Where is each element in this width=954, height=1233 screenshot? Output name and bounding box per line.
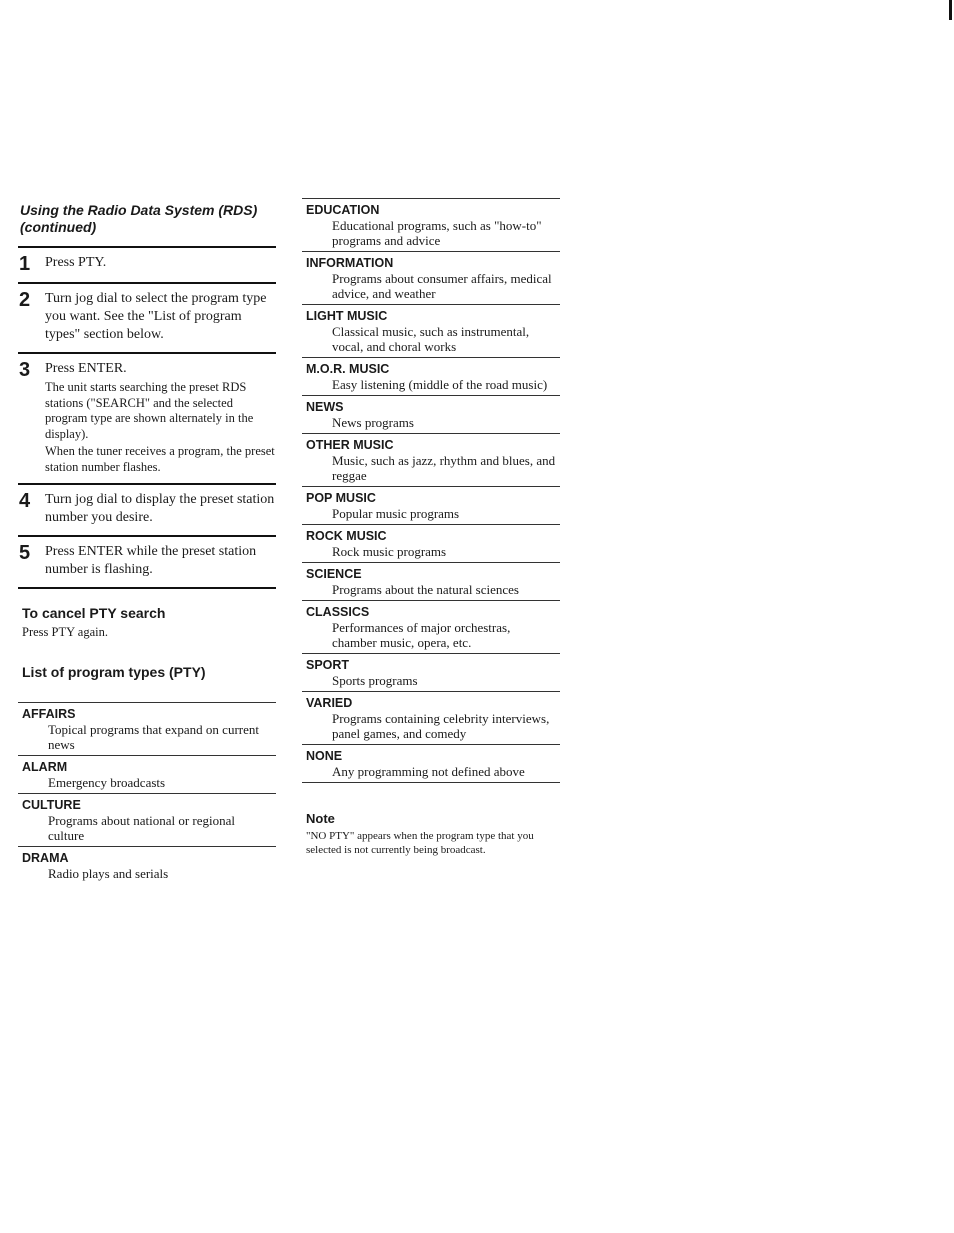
pty-name: INFORMATION: [306, 256, 394, 270]
pty-description: Topical programs that expand on current news: [48, 722, 259, 752]
pty-name: ALARM: [22, 760, 68, 774]
cancel-heading: To cancel PTY search: [22, 605, 166, 621]
pty-entry: [302, 305, 560, 357]
step-number: 2: [19, 289, 31, 311]
step-note: When the tuner receives a program, the preset station number flashes.: [45, 444, 275, 474]
pty-name: CULTURE: [22, 798, 81, 812]
pty-description: Programs about national or regional culture: [48, 813, 236, 843]
step-5: [18, 537, 276, 587]
pty-description: Rock music programs: [332, 544, 447, 559]
pty-name: CLASSICS: [306, 605, 370, 619]
step-4: [18, 485, 276, 535]
pty-entry: [302, 563, 560, 600]
step-number: 4: [19, 490, 31, 512]
pty-name: POP MUSIC: [306, 491, 376, 505]
pty-entry: [18, 703, 276, 755]
cancel-text: Press PTY again.: [22, 625, 108, 639]
pty-entry: [18, 794, 276, 846]
pty-entry: [302, 252, 560, 304]
list-heading: List of program types (PTY): [22, 664, 206, 680]
pty-entry: [302, 745, 560, 782]
pty-name: AFFAIRS: [22, 707, 76, 721]
pty-entry: [302, 434, 560, 486]
pty-description: Programs about consumer affairs, medical advice, and weather: [332, 271, 552, 301]
step-3: [18, 354, 276, 483]
pty-description: Popular music programs: [332, 506, 460, 521]
pty-description: Programs containing celebrity interviews, panel games, and comedy: [332, 711, 550, 741]
pty-entry: [302, 396, 560, 433]
pty-description: Educational programs, such as "how-to" programs and advice: [332, 218, 542, 248]
pty-entry: [302, 654, 560, 691]
pty-description: Music, such as jazz, rhythm and blues, and reggae: [332, 453, 556, 483]
pty-description: Sports programs: [332, 673, 418, 688]
pty-entry: [18, 847, 276, 884]
step-text: Press ENTER while the preset station number is flashing.: [45, 544, 257, 577]
pty-name: ROCK MUSIC: [306, 529, 387, 543]
pty-description: Classical music, such as instrumental, vocal, and choral works: [332, 324, 530, 354]
step-1: [18, 248, 276, 282]
pty-entry: [18, 756, 276, 793]
left-column: [18, 198, 276, 884]
step-number: 1: [19, 253, 31, 275]
pty-name: EDUCATION: [306, 203, 380, 217]
right-column: [302, 198, 560, 857]
pty-name: VARIED: [306, 696, 353, 710]
step-number: 5: [19, 542, 31, 564]
pty-description: Easy listening (middle of the road music): [332, 377, 548, 392]
pty-name: NONE: [306, 749, 343, 763]
step-text: Press ENTER.: [45, 361, 127, 376]
pty-description: Radio plays and serials: [48, 866, 169, 881]
note-heading: Note: [306, 811, 335, 826]
step-2: [18, 284, 276, 352]
pty-name: M.O.R. MUSIC: [306, 362, 390, 376]
pty-entry: [302, 487, 560, 524]
step-text: Turn jog dial to display the preset station number you desire.: [45, 492, 275, 525]
pty-name: SCIENCE: [306, 567, 362, 581]
page-edge-mark: [949, 0, 952, 20]
pty-name: OTHER MUSIC: [306, 438, 394, 452]
note-text: "NO PTY" appears when the program type that you selected is not currently being broadcast.: [306, 830, 534, 856]
step-note: The unit starts searching the preset RDS stations ("SEARCH" and the selected program type are shown alternately in the display).: [45, 380, 254, 441]
pty-description: Performances of major orchestras, chamber music, opera, etc.: [332, 620, 511, 650]
pty-name: DRAMA: [22, 851, 69, 865]
pty-entry: [302, 525, 560, 562]
step-text: Turn jog dial to select the program type you want. See the "List of program types" section below.: [45, 291, 267, 342]
pty-name: NEWS: [306, 400, 344, 414]
step-number: 3: [19, 359, 31, 381]
pty-name: SPORT: [306, 658, 350, 672]
section-title: Using the Radio Data System (RDS) (continued): [20, 202, 258, 235]
pty-entry: [302, 358, 560, 395]
pty-entry: [302, 601, 560, 653]
pty-description: Emergency broadcasts: [48, 775, 166, 790]
pty-description: Any programming not defined above: [332, 764, 525, 779]
pty-description: News programs: [332, 415, 414, 430]
step-text: Press PTY.: [45, 255, 107, 270]
pty-entry: [302, 692, 560, 744]
pty-name: LIGHT MUSIC: [306, 309, 388, 323]
pty-description: Programs about the natural sciences: [332, 582, 519, 597]
pty-entry: [302, 199, 560, 251]
